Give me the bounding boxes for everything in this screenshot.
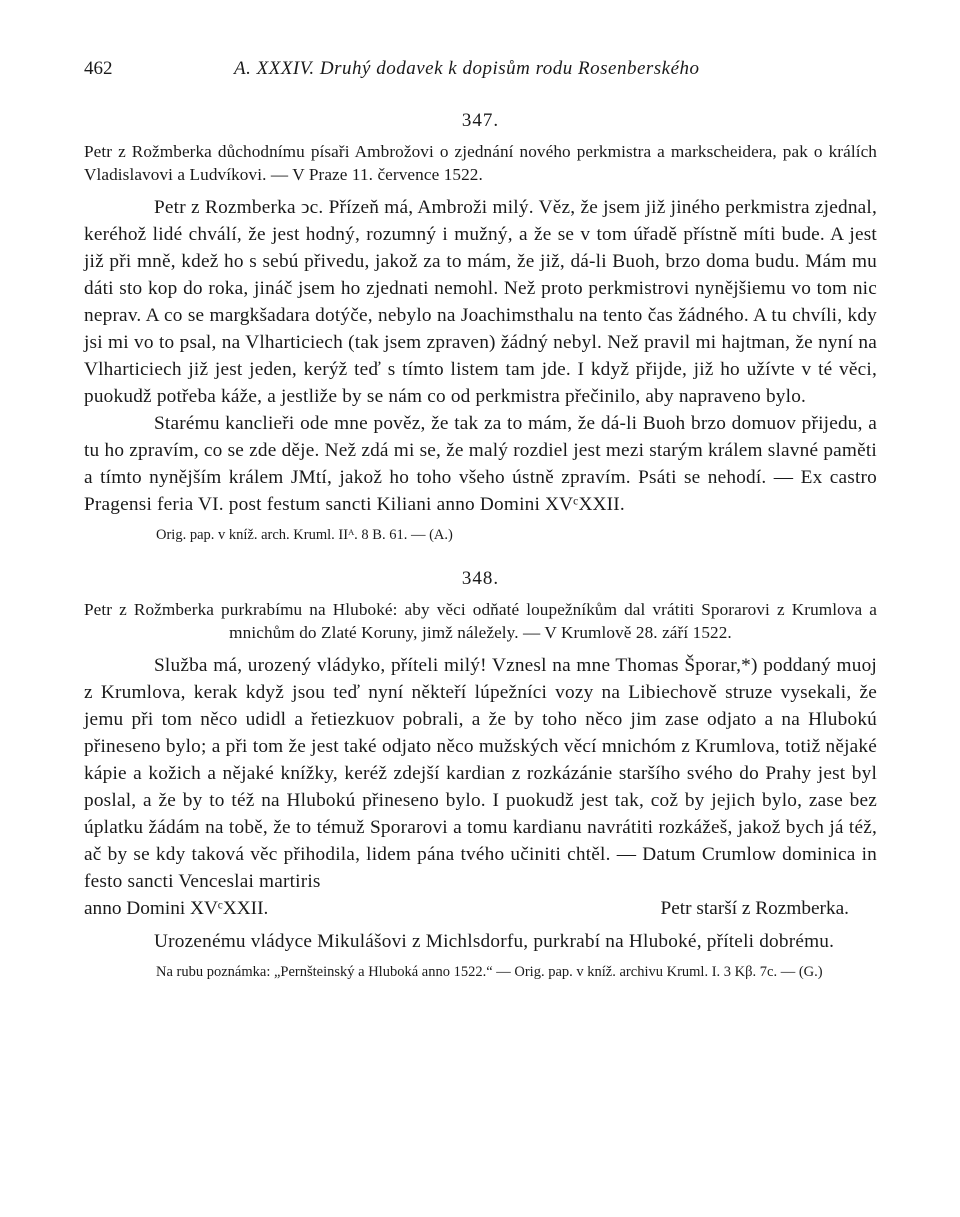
source-note: Orig. pap. v kníž. arch. Kruml. IIᴬ. 8 B. 61. — (A.) [156, 527, 453, 543]
signature: Petr starší z Rozmberka. [660, 898, 849, 919]
date-signature-line [84, 895, 877, 922]
address-paragraph: Urozenému vládyce Mikulášovi z Michlsdorfu, purkrabí na Hluboké, příteli dobrému. [154, 931, 835, 952]
regest: Petr z Rožmberka purkrabímu na Hluboké: aby věci odňaté loupežníkům dal vrátiti Sporarovi z Krumlova a mnichům do Zlaté Koruny, jimž náležely. — V Krumlově 28. září 1522. [84, 600, 877, 642]
document-number: 348. [461, 568, 500, 589]
running-title: A. XXXIV. Druhý dodavek k dopisům rodu Rosenberského [234, 58, 700, 79]
letter-paragraph: Služba má, urozený vládyko, příteli milý! Vznesl na mne Thomas Šporar,*) poddaný muoj z Krumlova, kerak když jsou teď nyní někteří lúpežníci vozy na Libiechově struze vysekali, že jemu při tom něco udidl a řetiezkuov pobrali, a že by toho něco jim zase odjato a na Hlubokú přineseno bylo; a při tom že jest také odjato něco mužských věcí mnichóm z Krumlova, totiž nějaké kápie a kožich a nějaké knížky, keréž zdejší kardian z rozkázánie staršího svého do Prahy jest byl poslal, a že by to též na Hlubokú přineseno bylo. I puokudž jest tak, což by jejich bylo, zase bez úplatku žádám na tobě, že to témuž Sporarovi a tomu kardianu navrátiti rozkážeš, jakož bych já též, ač by se kdy taková věc přihodila, lidem pána tvého učiniti chtěl. — Datum Crumlow dominica in festo sancti Venceslai martiris [84, 655, 877, 892]
page-header [84, 58, 877, 88]
regest: Petr z Rožmberka důchodnímu písaři Ambrožovi o zjednání nového perkmistra a markscheidera, pak o králích Vladislavovi a Ludvíkovi. — V Praze 11. července 1522. [84, 142, 877, 184]
document-347 [84, 110, 877, 546]
letter-paragraph: Starému kanclieři ode mne pověz, že tak za to mám, že dá-li Buoh brzo domuov přijedu, a tu ho zpravím, co se zde děje. Než zdá mi se, že malý rozdiel jest mezi starým králem slavné paměti a tímto nynějším králem JMtí, jakož ho toho všeho ústně zpravím. Psáti se nehodí. — Ex castro Pragensi feria VI. post festum sancti Kiliani anno Domini XVᶜXXII. [84, 413, 877, 515]
source-note: Na rubu poznámka: „Pernšteinský a Hluboká anno 1522.“ — Orig. pap. v kníž. archivu Kruml. I. 3 Kβ. 7c. — (G.) [156, 964, 823, 980]
document-page [84, 58, 877, 983]
document-348 [84, 568, 877, 983]
page-number: 462 [84, 58, 113, 79]
date-line: anno Domini XVᶜXXII. [84, 898, 269, 919]
letter-paragraph: Petr z Rozmberka ͻc. Přízeň má, Ambroži milý. Věz, že jsem již jiného perkmistra zjednal, keréhož lidé chválí, že jest hodný, rozumný i mužný, a že se v tom úřadě přístně míti bude. A jest již při mně, kdež ho s sebú přivedu, jakož za to mám, že již, dá-li Buoh, brzo doma budu. Mám mu dáti sto kop do roka, jináč jsem ho zjednati nemohl. Než proto perkmistrovi nynějšiemu vo tom nic neprav. A co se margkšadara dotýče, nebylo na Joachimsthalu na tento čas žádného. A tu chvíli, kdy jsi mi vo to psal, na Vlharticiech (tak jsem zpraven) žádný nebyl. Než pravil mi hajtman, že nyní na Vlharticiech již jest jeden, kerýž teď s tímto listem tam jde. I když přijde, již ho užívte v té věci, puokudž potřeba káže, a jestliže by se nám co od perkmistra přečinilo, aby napraveno bylo. [84, 197, 877, 407]
document-number: 347. [461, 110, 500, 131]
